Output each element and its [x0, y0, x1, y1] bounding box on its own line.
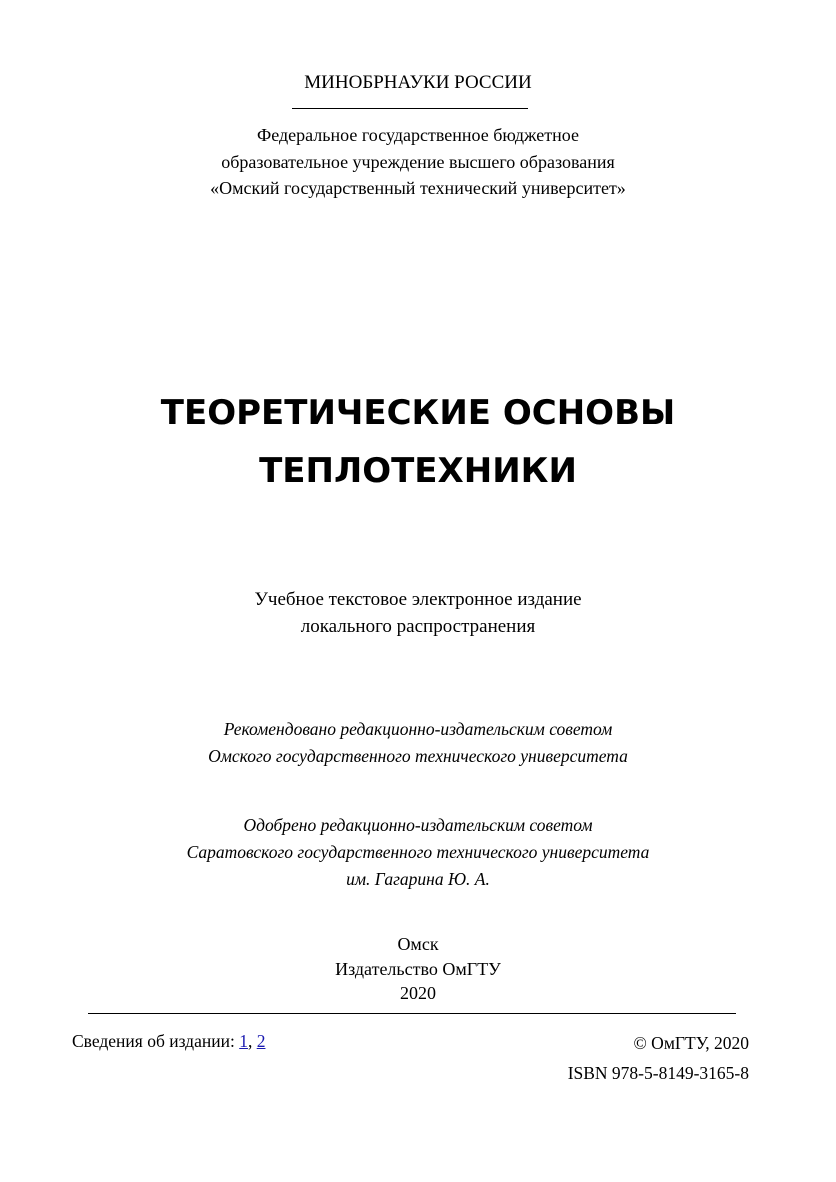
- document-title: [0, 384, 836, 500]
- approval-line-1: Одобрено редакционно-издательским советом: [243, 815, 593, 835]
- title-line-2: ТЕПЛОТЕХНИКИ: [259, 451, 577, 491]
- institution-block: [0, 122, 836, 202]
- approval-line-3: им. Гагарина Ю. А.: [346, 869, 490, 889]
- edition-info: [72, 1028, 265, 1054]
- recommendation-line-1: Рекомендовано редакционно-издательским советом: [223, 719, 613, 739]
- recommendation-line-2: Омского государственного технического университета: [208, 746, 628, 766]
- imprint-year: 2020: [400, 983, 436, 1003]
- copyright-notice: © ОмГТУ, 2020: [633, 1033, 749, 1053]
- publication-type: [0, 586, 836, 640]
- institution-line-2: образовательное учреждение высшего образования: [221, 151, 615, 172]
- publication-type-line-1: Учебное текстовое электронное издание: [254, 589, 582, 610]
- imprint-publisher: Издательство ОмГТУ: [335, 958, 501, 979]
- institution-line-1: Федеральное государственное бюджетное: [257, 125, 579, 145]
- edition-info-label: Сведения об издании:: [72, 1031, 235, 1051]
- edition-info-separator: ,: [247, 1031, 253, 1051]
- isbn: ISBN 978-5-8149-3165-8: [567, 1063, 749, 1083]
- footer-divider: [88, 1013, 736, 1014]
- institution-line-3: «Омский государственный технический университет»: [210, 178, 626, 198]
- approval-note: [0, 812, 836, 893]
- approval-line-2: Саратовского государственного технического университета: [186, 842, 650, 862]
- recommendation-note: [0, 716, 836, 770]
- publication-type-line-2: локального распространения: [300, 616, 536, 637]
- ministry-name: МИНОБРНАУКИ РОССИИ: [304, 72, 532, 93]
- imprint-city: Омск: [397, 934, 439, 954]
- edition-info-link-2[interactable]: 2: [256, 1031, 266, 1051]
- title-line-1: ТЕОРЕТИЧЕСКИЕ ОСНОВЫ: [160, 393, 676, 433]
- imprint-block: [0, 932, 836, 1006]
- copyright-block: [568, 1028, 749, 1088]
- ministry-divider: [292, 108, 528, 109]
- edition-info-link-1[interactable]: 1: [239, 1031, 248, 1051]
